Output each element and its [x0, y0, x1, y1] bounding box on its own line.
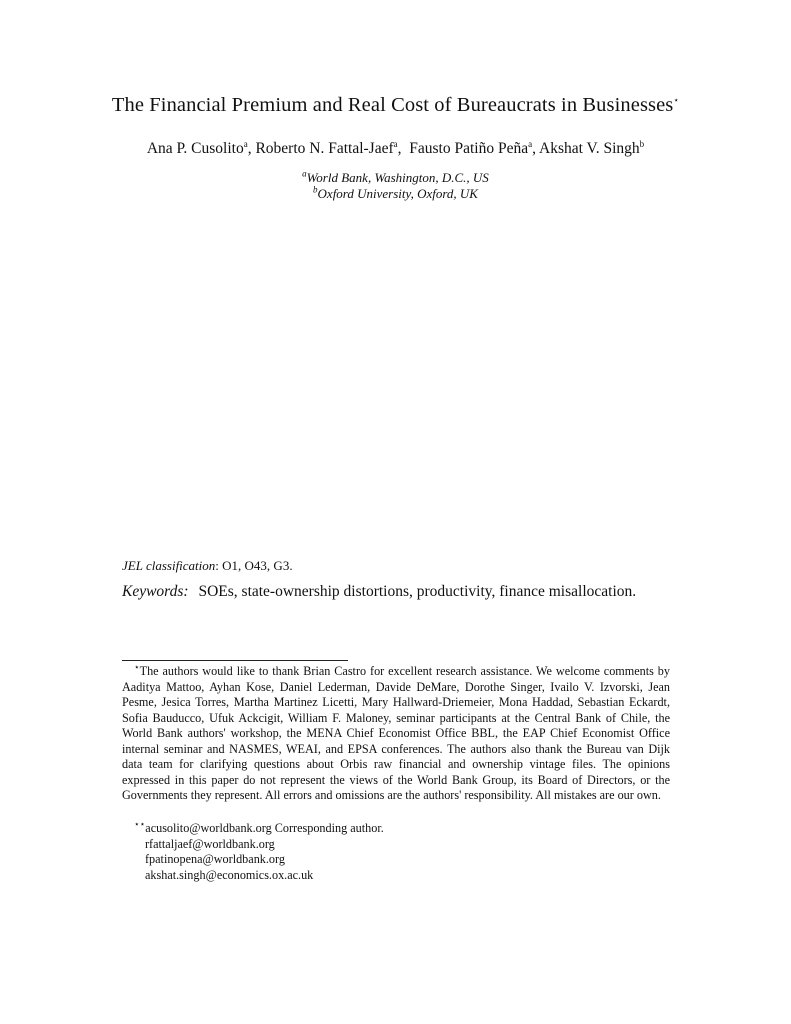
affiliation-mark: a [302, 168, 307, 179]
footnote [122, 661, 670, 804]
jel-codes: : O1, O43, G3. [215, 558, 293, 573]
email-line [145, 837, 384, 853]
paper-title [0, 94, 791, 117]
author-email[interactable]: akshat.singh@economics.ox.ac.uk [145, 867, 314, 882]
author-name: Ana P. Cusolito [146, 140, 244, 157]
title-footnote-mark: ⋆ [673, 95, 680, 106]
author-email[interactable]: rfattaljaef@worldbank.org [145, 836, 275, 851]
keywords [122, 583, 636, 601]
affiliation-line [0, 186, 791, 202]
author-affiliation-mark: a [393, 138, 398, 149]
affiliation-mark: b [313, 184, 318, 195]
keywords-label: Keywords: [122, 583, 189, 600]
email-line [145, 868, 384, 884]
email-line [145, 852, 384, 868]
author-name: Roberto N. Fattal-Jaef [255, 140, 394, 157]
author-affiliation-mark: a [243, 138, 248, 149]
affiliation-text: Oxford University, Oxford, UK [317, 186, 478, 201]
author-email[interactable]: fpatinopena@worldbank.org [145, 852, 285, 867]
author-name: Akshat V. Singh [539, 140, 640, 157]
author-name: Fausto Patiño Peña [409, 140, 529, 157]
jel-label: JEL classification [122, 558, 216, 573]
email-list [0, 818, 384, 883]
author-affiliation-mark: a [528, 138, 533, 149]
footnote-text: The authors would like to thank Brian Castro for excellent research assistance. We welcome comments by Aaditya Mattoo, Ayhan Kose, Daniel Lederman, Davide DeMare, Dorothe Singer, Ivailo V. Izvorski, Jean Pesme, Jesica Torres, Martha Martinez Licetti, Mary Hallward-Driemeier, Mona Haddad, Sebastian Eckardt, Sofia Bauducco, Ufuk Ackcigit, William F. Maloney, seminar participants at the Central Bank of Chile, the World Bank authors' workshop, the MENA Chief Economist Office BBL, the EAP Chief Economist Office internal seminar and NASMES, WEAI, and EPSA conferences. The authors also thank the Bureau van Dijk data team for clarifying questions about Orbis raw financial and ownership vintage files. The opinions expressed in this paper do not represent the views of the World Bank Group, its Board of Directors, or the Governments they represent. All errors and omissions are the authors' responsibility. All mistakes are our own. [122, 664, 670, 802]
corresponding-author-line [134, 818, 384, 837]
corresponding-mark: ⋆⋆ [134, 818, 146, 829]
footnote-mark: ⋆ [134, 661, 140, 672]
author-list: Ana P. Cusolito$^a$, Roberto N. Fattal-Jaef$^a$, Fausto Patiño Peña$^a$, Akshat V. Singh$^b$ [146, 138, 645, 157]
keywords-text: SOEs, state-ownership distortions, productivity, finance misallocation. [198, 583, 637, 600]
corresponding-note: Corresponding author. [274, 821, 384, 835]
affiliation-text: World Bank, Washington, D.C., US [306, 170, 489, 185]
affiliation-line [0, 170, 791, 186]
paper-title-text: The Financial Premium and Real Cost of Bureaucrats in Businesses [111, 94, 674, 116]
jel-classification [122, 558, 293, 574]
footnote-rule [122, 660, 348, 661]
author-affiliation-mark: b [639, 138, 645, 149]
corresponding-email[interactable]: acusolito@worldbank.org [145, 821, 272, 835]
